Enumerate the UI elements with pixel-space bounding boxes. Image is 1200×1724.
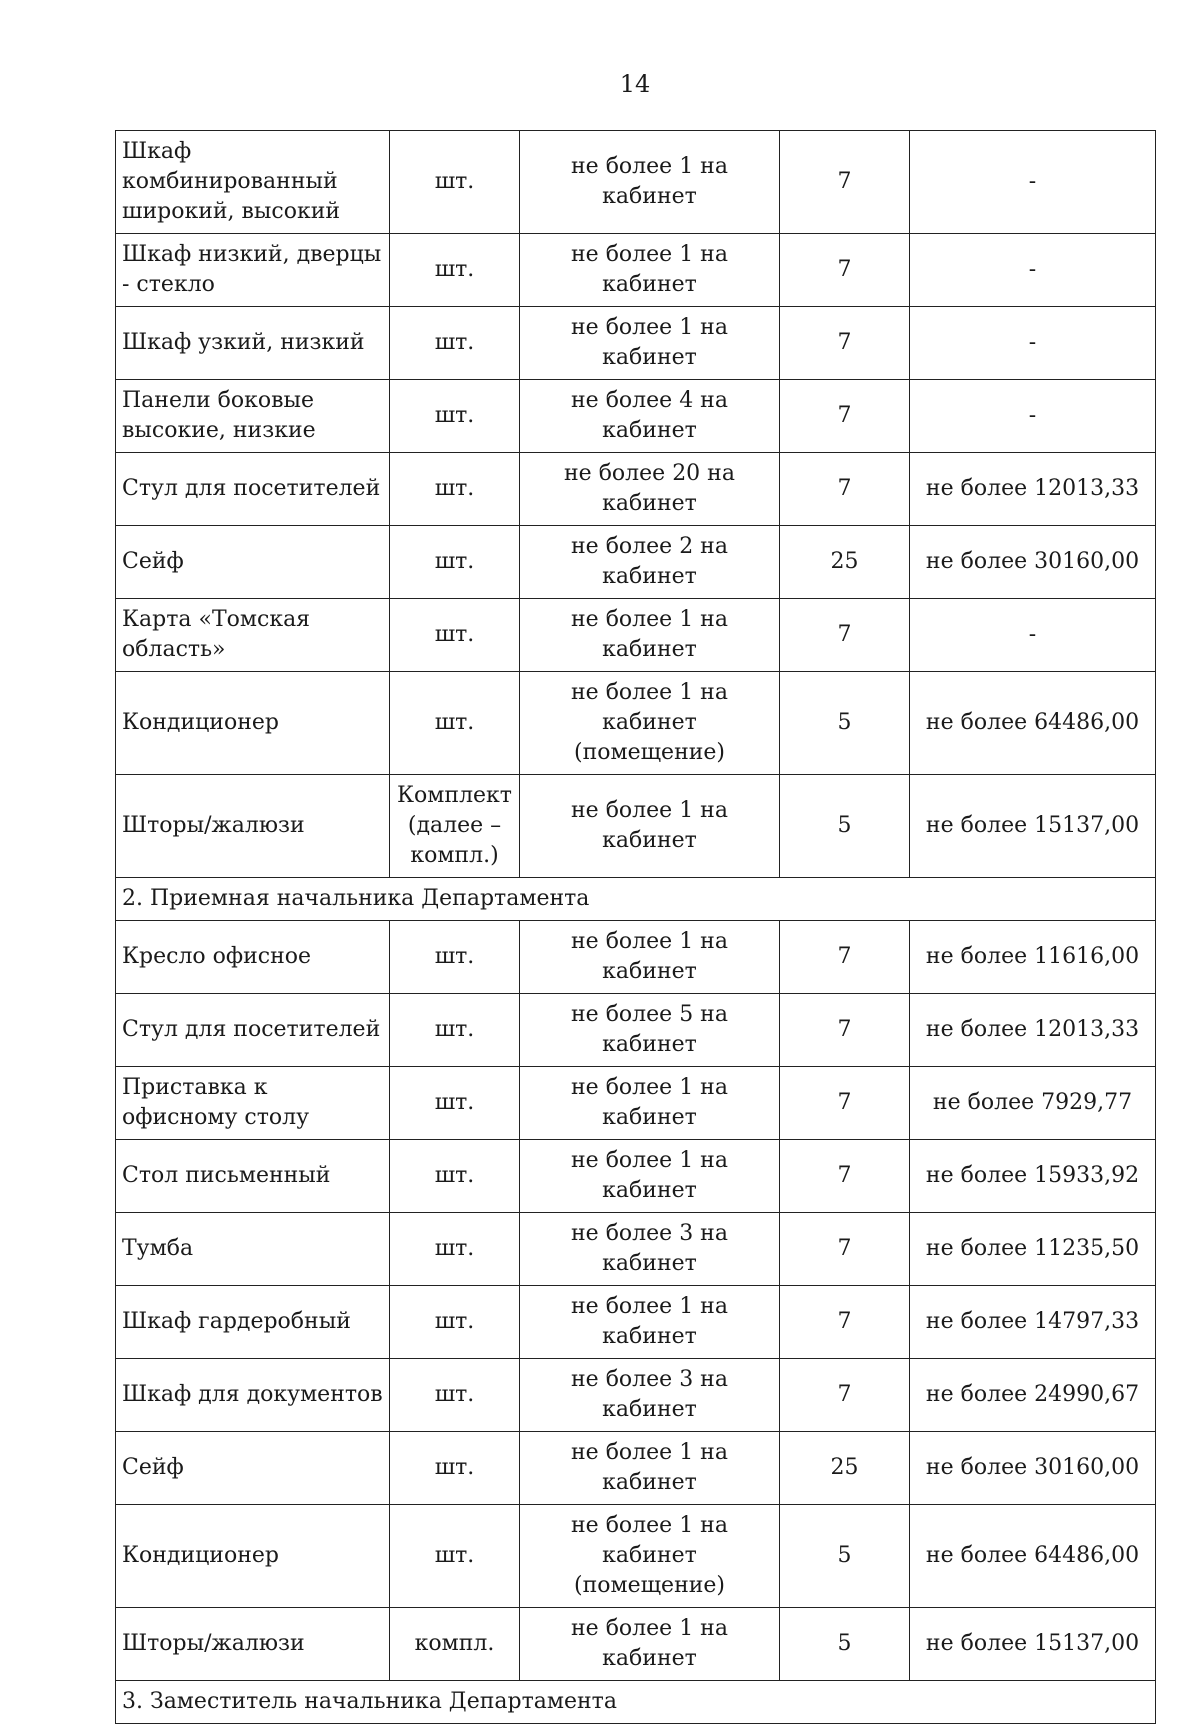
quantity-norm-cell: не более 1 на кабинет	[520, 1140, 780, 1213]
price-cell: -	[910, 307, 1156, 380]
table-row	[116, 131, 1156, 234]
unit-cell: шт.	[390, 1432, 520, 1505]
price-cell: не более 15137,00	[910, 775, 1156, 878]
service-life-cell: 7	[780, 453, 910, 526]
unit-cell: шт.	[390, 131, 520, 234]
quantity-norm-cell: не более 1 на кабинет	[520, 1432, 780, 1505]
quantity-norm-cell: не более 3 на кабинет	[520, 1359, 780, 1432]
service-life-cell: 7	[780, 1359, 910, 1432]
quantity-norm-cell: не более 1 на кабинет	[520, 307, 780, 380]
quantity-norm-cell: не более 1 на кабинет	[520, 599, 780, 672]
service-life-cell: 5	[780, 1505, 910, 1608]
service-life-cell: 5	[780, 775, 910, 878]
unit-cell: шт.	[390, 672, 520, 775]
service-life-cell: 25	[780, 526, 910, 599]
price-cell: не более 7929,77	[910, 1067, 1156, 1140]
quantity-norm-cell: не более 1 на кабинет	[520, 234, 780, 307]
table-row	[116, 380, 1156, 453]
unit-cell: шт.	[390, 1140, 520, 1213]
quantity-norm-cell: не более 20 на кабинет	[520, 453, 780, 526]
table-row	[116, 453, 1156, 526]
service-life-cell: 7	[780, 921, 910, 994]
service-life-cell: 7	[780, 234, 910, 307]
item-name-cell: Сейф	[116, 526, 390, 599]
unit-cell: компл.	[390, 1608, 520, 1681]
table-row	[116, 234, 1156, 307]
unit-cell: шт.	[390, 234, 520, 307]
quantity-norm-cell: не более 4 на кабинет	[520, 380, 780, 453]
quantity-norm-cell: не более 1 на кабинет (помещение)	[520, 672, 780, 775]
item-name-cell: Приставка к офисному столу	[116, 1067, 390, 1140]
price-cell: не более 64486,00	[910, 1505, 1156, 1608]
section-title: 3. Заместитель начальника Департамента	[116, 1681, 1156, 1724]
unit-cell: шт.	[390, 599, 520, 672]
service-life-cell: 7	[780, 307, 910, 380]
unit-cell: шт.	[390, 921, 520, 994]
section-title: 2. Приемная начальника Департамента	[116, 878, 1156, 921]
table-row	[116, 1359, 1156, 1432]
price-cell: не более 15137,00	[910, 1608, 1156, 1681]
quantity-norm-cell: не более 2 на кабинет	[520, 526, 780, 599]
item-name-cell: Сейф	[116, 1432, 390, 1505]
item-name-cell: Кресло офисное	[116, 921, 390, 994]
table-row	[116, 1505, 1156, 1608]
quantity-norm-cell: не более 1 на кабинет	[520, 921, 780, 994]
table-row	[116, 1213, 1156, 1286]
table-row	[116, 1286, 1156, 1359]
service-life-cell: 7	[780, 380, 910, 453]
service-life-cell: 7	[780, 1067, 910, 1140]
service-life-cell: 7	[780, 1286, 910, 1359]
unit-cell: шт.	[390, 526, 520, 599]
service-life-cell: 7	[780, 131, 910, 234]
norms-table	[115, 130, 1156, 1724]
item-name-cell: Шкаф гардеробный	[116, 1286, 390, 1359]
service-life-cell: 7	[780, 599, 910, 672]
quantity-norm-cell: не более 3 на кабинет	[520, 1213, 780, 1286]
item-name-cell: Шкаф низкий, дверцы - стекло	[116, 234, 390, 307]
item-name-cell: Кондиционер	[116, 672, 390, 775]
item-name-cell: Стул для посетителей	[116, 994, 390, 1067]
table-row	[116, 307, 1156, 380]
unit-cell: шт.	[390, 453, 520, 526]
price-cell: не более 15933,92	[910, 1140, 1156, 1213]
item-name-cell: Тумба	[116, 1213, 390, 1286]
price-cell: не более 24990,67	[910, 1359, 1156, 1432]
table-row	[116, 994, 1156, 1067]
service-life-cell: 7	[780, 1140, 910, 1213]
table-row	[116, 526, 1156, 599]
quantity-norm-cell: не более 1 на кабинет (помещение)	[520, 1505, 780, 1608]
unit-cell: шт.	[390, 1359, 520, 1432]
unit-cell: шт.	[390, 1286, 520, 1359]
quantity-norm-cell: не более 1 на кабинет	[520, 1067, 780, 1140]
unit-cell: шт.	[390, 1213, 520, 1286]
price-cell: не более 30160,00	[910, 526, 1156, 599]
quantity-norm-cell: не более 1 на кабинет	[520, 775, 780, 878]
item-name-cell: Панели боковые высокие, низкие	[116, 380, 390, 453]
quantity-norm-cell: не более 1 на кабинет	[520, 131, 780, 234]
table-row	[116, 1608, 1156, 1681]
quantity-norm-cell: не более 5 на кабинет	[520, 994, 780, 1067]
quantity-norm-cell: не более 1 на кабинет	[520, 1286, 780, 1359]
unit-cell: шт.	[390, 1067, 520, 1140]
table-row	[116, 1140, 1156, 1213]
price-cell: не более 11235,50	[910, 1213, 1156, 1286]
quantity-norm-cell: не более 1 на кабинет	[520, 1608, 780, 1681]
section-row	[116, 1681, 1156, 1724]
table-row	[116, 599, 1156, 672]
price-cell: не более 11616,00	[910, 921, 1156, 994]
price-cell: не более 30160,00	[910, 1432, 1156, 1505]
unit-cell: Комплект (далее – компл.)	[390, 775, 520, 878]
table-row	[116, 921, 1156, 994]
item-name-cell: Карта «Томская область»	[116, 599, 390, 672]
item-name-cell: Стол письменный	[116, 1140, 390, 1213]
price-cell: -	[910, 380, 1156, 453]
unit-cell: шт.	[390, 307, 520, 380]
service-life-cell: 7	[780, 994, 910, 1067]
service-life-cell: 25	[780, 1432, 910, 1505]
price-cell: не более 64486,00	[910, 672, 1156, 775]
unit-cell: шт.	[390, 1505, 520, 1608]
table-body	[116, 131, 1156, 1724]
price-cell: не более 12013,33	[910, 453, 1156, 526]
price-cell: -	[910, 131, 1156, 234]
item-name-cell: Кондиционер	[116, 1505, 390, 1608]
price-cell: -	[910, 599, 1156, 672]
service-life-cell: 5	[780, 1608, 910, 1681]
table-row	[116, 1067, 1156, 1140]
table-row	[116, 672, 1156, 775]
price-cell: -	[910, 234, 1156, 307]
item-name-cell: Стул для посетителей	[116, 453, 390, 526]
table-row	[116, 775, 1156, 878]
table-row	[116, 1432, 1156, 1505]
price-cell: не более 14797,33	[910, 1286, 1156, 1359]
item-name-cell: Шторы/жалюзи	[116, 1608, 390, 1681]
service-life-cell: 7	[780, 1213, 910, 1286]
service-life-cell: 5	[780, 672, 910, 775]
item-name-cell: Шкаф узкий, низкий	[116, 307, 390, 380]
unit-cell: шт.	[390, 380, 520, 453]
item-name-cell: Шкаф для документов	[116, 1359, 390, 1432]
section-row	[116, 878, 1156, 921]
price-cell: не более 12013,33	[910, 994, 1156, 1067]
page-number: 14	[619, 70, 651, 98]
item-name-cell: Шторы/жалюзи	[116, 775, 390, 878]
unit-cell: шт.	[390, 994, 520, 1067]
item-name-cell: Шкаф комбинированный широкий, высокий	[116, 131, 390, 234]
